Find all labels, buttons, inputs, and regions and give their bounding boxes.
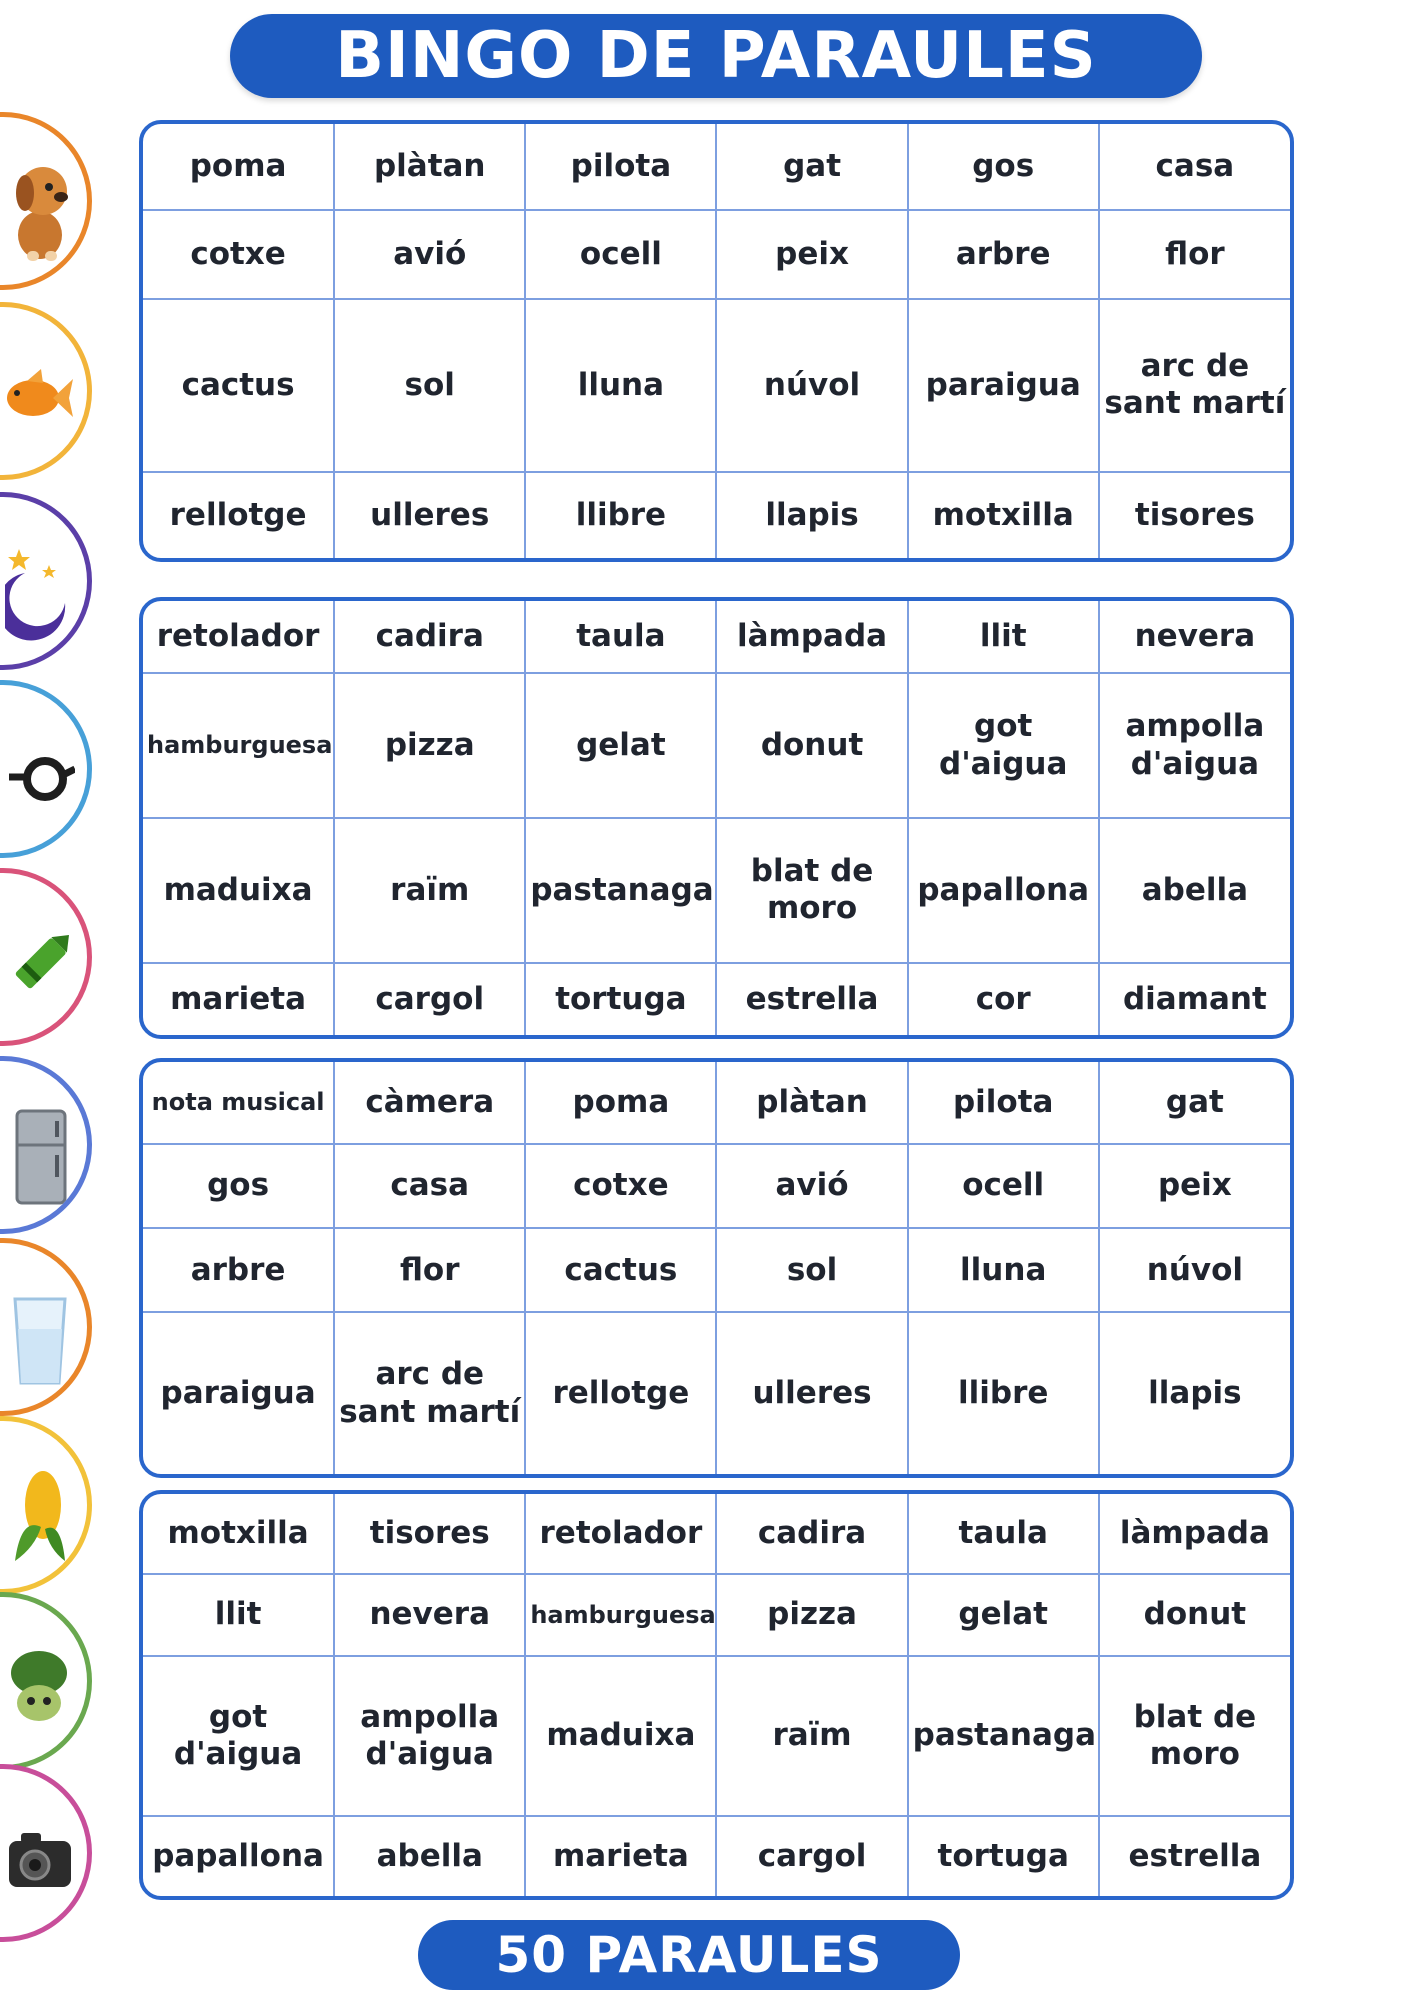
- bingo-cell: retolador: [143, 601, 334, 673]
- bingo-cell: donut: [716, 673, 907, 818]
- bingo-row: [143, 1062, 1290, 1144]
- bingo-cell: arbre: [908, 210, 1099, 299]
- bingo-cell: tortuga: [908, 1816, 1099, 1896]
- bingo-cell: làmpada: [716, 601, 907, 673]
- bingo-cell: marieta: [143, 963, 334, 1035]
- bingo-cell: retolador: [525, 1494, 716, 1574]
- bingo-cell: núvol: [1099, 1228, 1290, 1312]
- bingo-cell: cargol: [334, 963, 525, 1035]
- bingo-cell: hamburguesa: [525, 1574, 716, 1656]
- bingo-row: [143, 210, 1290, 299]
- bingo-cell: hamburguesa: [143, 673, 334, 818]
- bingo-card-1: [139, 120, 1294, 562]
- bingo-cell: tortuga: [525, 963, 716, 1035]
- bingo-cell: taula: [525, 601, 716, 673]
- bingo-cell: motxilla: [908, 472, 1099, 558]
- bingo-cell: arc de sant martí: [334, 1312, 525, 1474]
- camera-icon: [0, 1764, 92, 1942]
- bingo-cell: lluna: [525, 299, 716, 472]
- glasses-icon: [0, 680, 92, 858]
- bingo-cell: nevera: [1099, 601, 1290, 673]
- bingo-cell: llapis: [1099, 1312, 1290, 1474]
- bingo-cell: ulleres: [716, 1312, 907, 1474]
- bingo-cell: nevera: [334, 1574, 525, 1656]
- bingo-row: [143, 472, 1290, 558]
- bingo-cell: llit: [143, 1574, 334, 1656]
- bingo-row: [143, 1494, 1290, 1574]
- bingo-cell: llapis: [716, 472, 907, 558]
- bingo-cell: abella: [334, 1816, 525, 1896]
- bingo-cell: rellotge: [525, 1312, 716, 1474]
- bingo-cell: paraigua: [908, 299, 1099, 472]
- bingo-row: [143, 1312, 1290, 1474]
- corn-icon: [0, 1416, 92, 1594]
- bingo-cell: casa: [334, 1144, 525, 1228]
- bingo-cell: cadira: [716, 1494, 907, 1574]
- bingo-cell: blat de moro: [716, 818, 907, 963]
- bingo-cell: sol: [716, 1228, 907, 1312]
- bingo-cell: got d'aigua: [143, 1656, 334, 1816]
- bingo-cell: arbre: [143, 1228, 334, 1312]
- bingo-cell: plàtan: [334, 124, 525, 210]
- bingo-cell: làmpada: [1099, 1494, 1290, 1574]
- bingo-cell: got d'aigua: [908, 673, 1099, 818]
- moon-stars-icon: [0, 492, 92, 670]
- bingo-card-2: [139, 597, 1294, 1039]
- page-title: BINGO DE PARAULES: [230, 14, 1202, 98]
- dog-icon: [0, 112, 92, 290]
- bingo-cell: pastanaga: [908, 1656, 1099, 1816]
- turtle-icon: [0, 1592, 92, 1770]
- bingo-cell: ocell: [525, 210, 716, 299]
- bingo-cell: diamant: [1099, 963, 1290, 1035]
- bingo-cell: motxilla: [143, 1494, 334, 1574]
- bingo-cell: avió: [716, 1144, 907, 1228]
- bingo-row: [143, 299, 1290, 472]
- bingo-cell: ulleres: [334, 472, 525, 558]
- bingo-cell: gat: [1099, 1062, 1290, 1144]
- bingo-cell: raïm: [716, 1656, 907, 1816]
- bingo-cell: paraigua: [143, 1312, 334, 1474]
- bingo-grid: [143, 601, 1290, 1035]
- bingo-cell: taula: [908, 1494, 1099, 1574]
- bingo-cell: gos: [908, 124, 1099, 210]
- bingo-cell: abella: [1099, 818, 1290, 963]
- bingo-card-3: [139, 1058, 1294, 1478]
- bingo-cell: avió: [334, 210, 525, 299]
- goldfish-icon: [0, 302, 92, 480]
- bingo-cell: sol: [334, 299, 525, 472]
- crayon-icon: [0, 868, 92, 1046]
- bingo-cell: cactus: [525, 1228, 716, 1312]
- bingo-cell: papallona: [143, 1816, 334, 1896]
- bingo-cell: gat: [716, 124, 907, 210]
- bingo-cell: pizza: [716, 1574, 907, 1656]
- bingo-row: [143, 1144, 1290, 1228]
- bingo-cell: pastanaga: [525, 818, 716, 963]
- bingo-row: [143, 818, 1290, 963]
- bingo-row: [143, 1574, 1290, 1656]
- bingo-cell: càmera: [334, 1062, 525, 1144]
- bingo-cell: blat de moro: [1099, 1656, 1290, 1816]
- word-count-banner: 50 PARAULES: [418, 1920, 960, 1990]
- bingo-cell: cotxe: [525, 1144, 716, 1228]
- bingo-cell: flor: [1099, 210, 1290, 299]
- bingo-cell: nota musical: [143, 1062, 334, 1144]
- bingo-cell: raïm: [334, 818, 525, 963]
- bingo-row: [143, 673, 1290, 818]
- bingo-cell: estrella: [716, 963, 907, 1035]
- bingo-cell: cargol: [716, 1816, 907, 1896]
- bingo-cell: cotxe: [143, 210, 334, 299]
- bingo-cell: ampolla d'aigua: [334, 1656, 525, 1816]
- bingo-cell: llibre: [908, 1312, 1099, 1474]
- bingo-row: [143, 124, 1290, 210]
- bingo-cell: arc de sant martí: [1099, 299, 1290, 472]
- fridge-icon: [0, 1056, 92, 1234]
- bingo-cell: flor: [334, 1228, 525, 1312]
- bingo-row: [143, 1656, 1290, 1816]
- bingo-cell: cadira: [334, 601, 525, 673]
- bingo-cell: pilota: [908, 1062, 1099, 1144]
- bingo-cell: papallona: [908, 818, 1099, 963]
- bingo-cell: llibre: [525, 472, 716, 558]
- bingo-grid: [143, 1062, 1290, 1474]
- bingo-cell: plàtan: [716, 1062, 907, 1144]
- bingo-cell: pilota: [525, 124, 716, 210]
- bingo-row: [143, 1228, 1290, 1312]
- bingo-cell: donut: [1099, 1574, 1290, 1656]
- bingo-cell: tisores: [334, 1494, 525, 1574]
- bingo-cell: casa: [1099, 124, 1290, 210]
- bingo-cell: gos: [143, 1144, 334, 1228]
- bingo-cell: maduixa: [143, 818, 334, 963]
- bingo-cell: llit: [908, 601, 1099, 673]
- bingo-cell: núvol: [716, 299, 907, 472]
- bingo-card-4: [139, 1490, 1294, 1900]
- bingo-cell: ampolla d'aigua: [1099, 673, 1290, 818]
- bingo-cell: peix: [716, 210, 907, 299]
- bingo-cell: tisores: [1099, 472, 1290, 558]
- bingo-cell: poma: [525, 1062, 716, 1144]
- glass-of-water-icon: [0, 1238, 92, 1416]
- bingo-grid: [143, 124, 1290, 558]
- bingo-cell: estrella: [1099, 1816, 1290, 1896]
- bingo-row: [143, 1816, 1290, 1896]
- bingo-cell: cactus: [143, 299, 334, 472]
- bingo-cell: rellotge: [143, 472, 334, 558]
- bingo-cell: pizza: [334, 673, 525, 818]
- bingo-cell: cor: [908, 963, 1099, 1035]
- bingo-cell: poma: [143, 124, 334, 210]
- bingo-cell: maduixa: [525, 1656, 716, 1816]
- bingo-cell: marieta: [525, 1816, 716, 1896]
- bingo-cell: ocell: [908, 1144, 1099, 1228]
- bingo-cell: gelat: [908, 1574, 1099, 1656]
- bingo-row: [143, 601, 1290, 673]
- bingo-cell: peix: [1099, 1144, 1290, 1228]
- bingo-cell: gelat: [525, 673, 716, 818]
- bingo-cell: lluna: [908, 1228, 1099, 1312]
- icon-sidebar: [0, 0, 100, 2000]
- bingo-row: [143, 963, 1290, 1035]
- bingo-grid: [143, 1494, 1290, 1896]
